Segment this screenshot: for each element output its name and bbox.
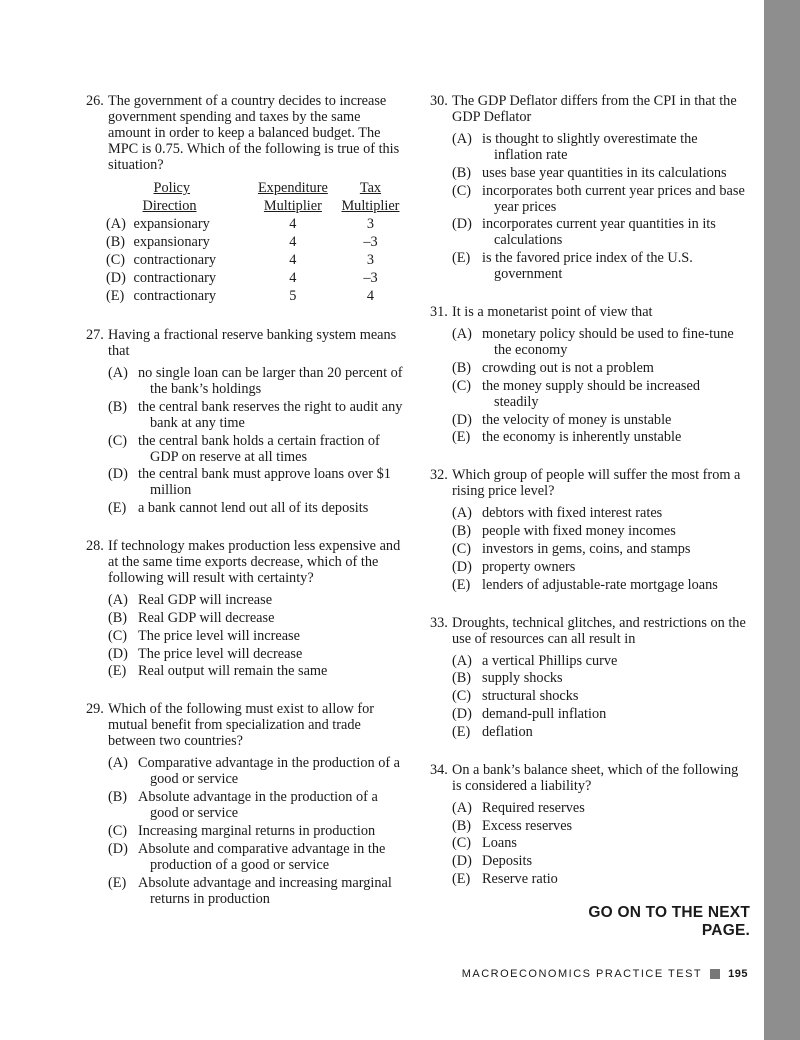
table-row: (C) contractionary 4 3 — [106, 252, 375, 268]
answer-option-d[interactable]: (D) demand-pull inflation — [452, 705, 607, 722]
answer-option-e[interactable]: (E) deflation — [452, 723, 533, 740]
answer-option-d[interactable]: (D) incorporates current year quantities in its calculations — [452, 216, 716, 249]
answer-option-c[interactable]: (C) structural shocks — [452, 688, 579, 705]
answer-option-a[interactable]: (A) monetary policy should be used to fine-tune the economy — [452, 326, 734, 359]
question-number: 30. — [430, 93, 448, 109]
header-exp-multiplier: Multiplier — [263, 198, 322, 214]
answer-option-a[interactable]: (A) Comparative advantage in the production of a good or service — [108, 755, 401, 788]
question-stem: Which of the following must exist to allow for mutual benefit from specialization and trade between two countries? — [108, 701, 375, 750]
answer-option-e[interactable]: (E) Absolute advantage and increasing marginal returns in production — [108, 874, 392, 907]
question-number: 32. — [430, 467, 448, 484]
question-number: 31. — [430, 304, 448, 321]
header-direction: Direction — [142, 198, 197, 214]
answer-option-c[interactable]: (C) the central bank holds a certain fraction of GDP on reserve at all times — [108, 432, 380, 465]
answer-option-d[interactable]: (D) the velocity of money is unstable — [452, 411, 672, 428]
answer-option-b[interactable]: (B) crowding out is not a problem — [452, 359, 654, 376]
question-number: 33. — [430, 614, 448, 631]
answer-option-a[interactable]: (A) is thought to slightly overestimate the inflation rate — [452, 131, 698, 163]
answer-option-a[interactable]: (A) Real GDP will increase — [108, 592, 273, 609]
answer-option-a[interactable]: (A) a vertical Phillips curve — [452, 652, 618, 669]
page-edge-tab — [764, 0, 800, 1040]
question-26 — [86, 93, 404, 305]
answer-option-a[interactable]: (A) debtors with fixed interest rates — [452, 505, 663, 522]
page-number: 195 — [728, 968, 748, 980]
answer-option-b[interactable]: (B) Absolute advantage in the production of a good or service — [108, 789, 378, 822]
answer-option-b[interactable]: (B) people with fixed money incomes — [452, 523, 676, 540]
left-column — [86, 93, 404, 929]
answer-option-a[interactable]: (A) Required reserves — [452, 799, 585, 816]
answer-option-e[interactable]: (E) Reserve ratio — [452, 870, 558, 887]
table-row: (E) contractionary 5 4 — [106, 288, 375, 304]
answer-option-e[interactable]: (E) the economy is inherently unstable — [452, 429, 682, 446]
question-number: 26. — [86, 93, 104, 109]
answer-option-d[interactable]: (D) the central bank must approve loans over $1 million — [108, 466, 391, 499]
question-32 — [430, 467, 746, 592]
answer-option-e[interactable]: (E) a bank cannot lend out all of its deposits — [108, 500, 369, 517]
answer-option-b[interactable]: (B) Real GDP will decrease — [108, 609, 275, 626]
question-number: 29. — [86, 701, 104, 718]
question-stem: If technology makes production less expensive and at the same time exports decrease, which of the following will result with certainty? — [108, 538, 401, 587]
question-number: 28. — [86, 538, 104, 555]
answer-option-e[interactable]: (E) Real output will remain the same — [108, 663, 328, 680]
footer-square-icon — [710, 969, 720, 979]
answer-option-c[interactable]: (C) incorporates both current year prices and base year prices — [452, 182, 745, 215]
question-31 — [430, 304, 746, 445]
page-footer — [462, 968, 748, 980]
header-expenditure: Expenditure — [257, 180, 328, 196]
question-stem: Having a fractional reserve banking system means that — [108, 327, 397, 359]
answer-option-b[interactable]: (B) the central bank reserves the right to audit any bank at any time — [108, 398, 403, 431]
header-policy: Policy — [153, 180, 191, 196]
answer-option-c[interactable]: (C) Increasing marginal returns in production — [108, 822, 376, 839]
question-29 — [86, 701, 404, 906]
question-stem: The government of a country decides to increase government spending and taxes by the same amount in order to keep a balanced budget. The MPC is 0.75. Which of the following is true of this situation? — [108, 93, 400, 173]
question-number: 34. — [430, 761, 448, 778]
table-row: (A) expansionary 4 3 — [106, 216, 375, 232]
answer-option-c[interactable]: (C) investors in gems, coins, and stamps — [452, 540, 691, 557]
answer-option-b[interactable]: (B) supply shocks — [452, 670, 563, 687]
question-34 — [430, 762, 746, 887]
question-number: 27. — [86, 327, 104, 343]
table-row: (B) expansionary 4 –3 — [106, 234, 378, 250]
answer-option-d[interactable]: (D) The price level will decrease — [108, 645, 303, 662]
question-stem: Which group of people will suffer the most from a rising price level? — [452, 467, 741, 500]
header-tax-multiplier: Multiplier — [341, 198, 400, 214]
answer-option-c[interactable]: (C) the money supply should be increased steadily — [452, 377, 700, 410]
answer-option-a[interactable]: (A) no single loan can be larger than 20 percent of the bank’s holdings — [108, 365, 403, 397]
answer-option-d[interactable]: (D) Deposits — [452, 853, 533, 870]
question-stem: Droughts, technical glitches, and restrictions on the use of resources can all result in — [452, 614, 746, 647]
question-stem: The GDP Deflator differs from the CPI in that the GDP Deflator — [452, 93, 737, 125]
right-column — [430, 93, 746, 909]
answer-option-e[interactable]: (E) is the favored price index of the U.S. government — [452, 250, 693, 283]
question-33 — [430, 615, 746, 740]
question-30 — [430, 93, 746, 282]
question-28 — [86, 538, 404, 679]
answer-option-c[interactable]: (C) Loans — [452, 835, 517, 852]
footer-label: MACROECONOMICS PRACTICE TEST — [461, 968, 703, 980]
answer-option-b[interactable]: (B) Excess reserves — [452, 817, 573, 834]
question-stem: On a bank’s balance sheet, which of the following is considered a liability? — [452, 761, 739, 794]
go-on-next-page-notice: GO ON TO THE NEXT PAGE. — [588, 904, 750, 939]
answer-option-b[interactable]: (B) uses base year quantities in its calculations — [452, 164, 727, 181]
answer-option-e[interactable]: (E) lenders of adjustable-rate mortgage loans — [452, 576, 718, 593]
answer-option-d[interactable]: (D) Absolute and comparative advantage in the production of a good or service — [108, 840, 386, 873]
question-stem: It is a monetarist point of view that — [452, 304, 653, 321]
answer-option-c[interactable]: (C) The price level will increase — [108, 627, 300, 644]
table-row: (D) contractionary 4 –3 — [106, 270, 378, 286]
answer-option-d[interactable]: (D) property owners — [452, 558, 576, 575]
policy-table — [106, 179, 404, 305]
header-tax: Tax — [359, 180, 382, 196]
question-27 — [86, 327, 404, 516]
